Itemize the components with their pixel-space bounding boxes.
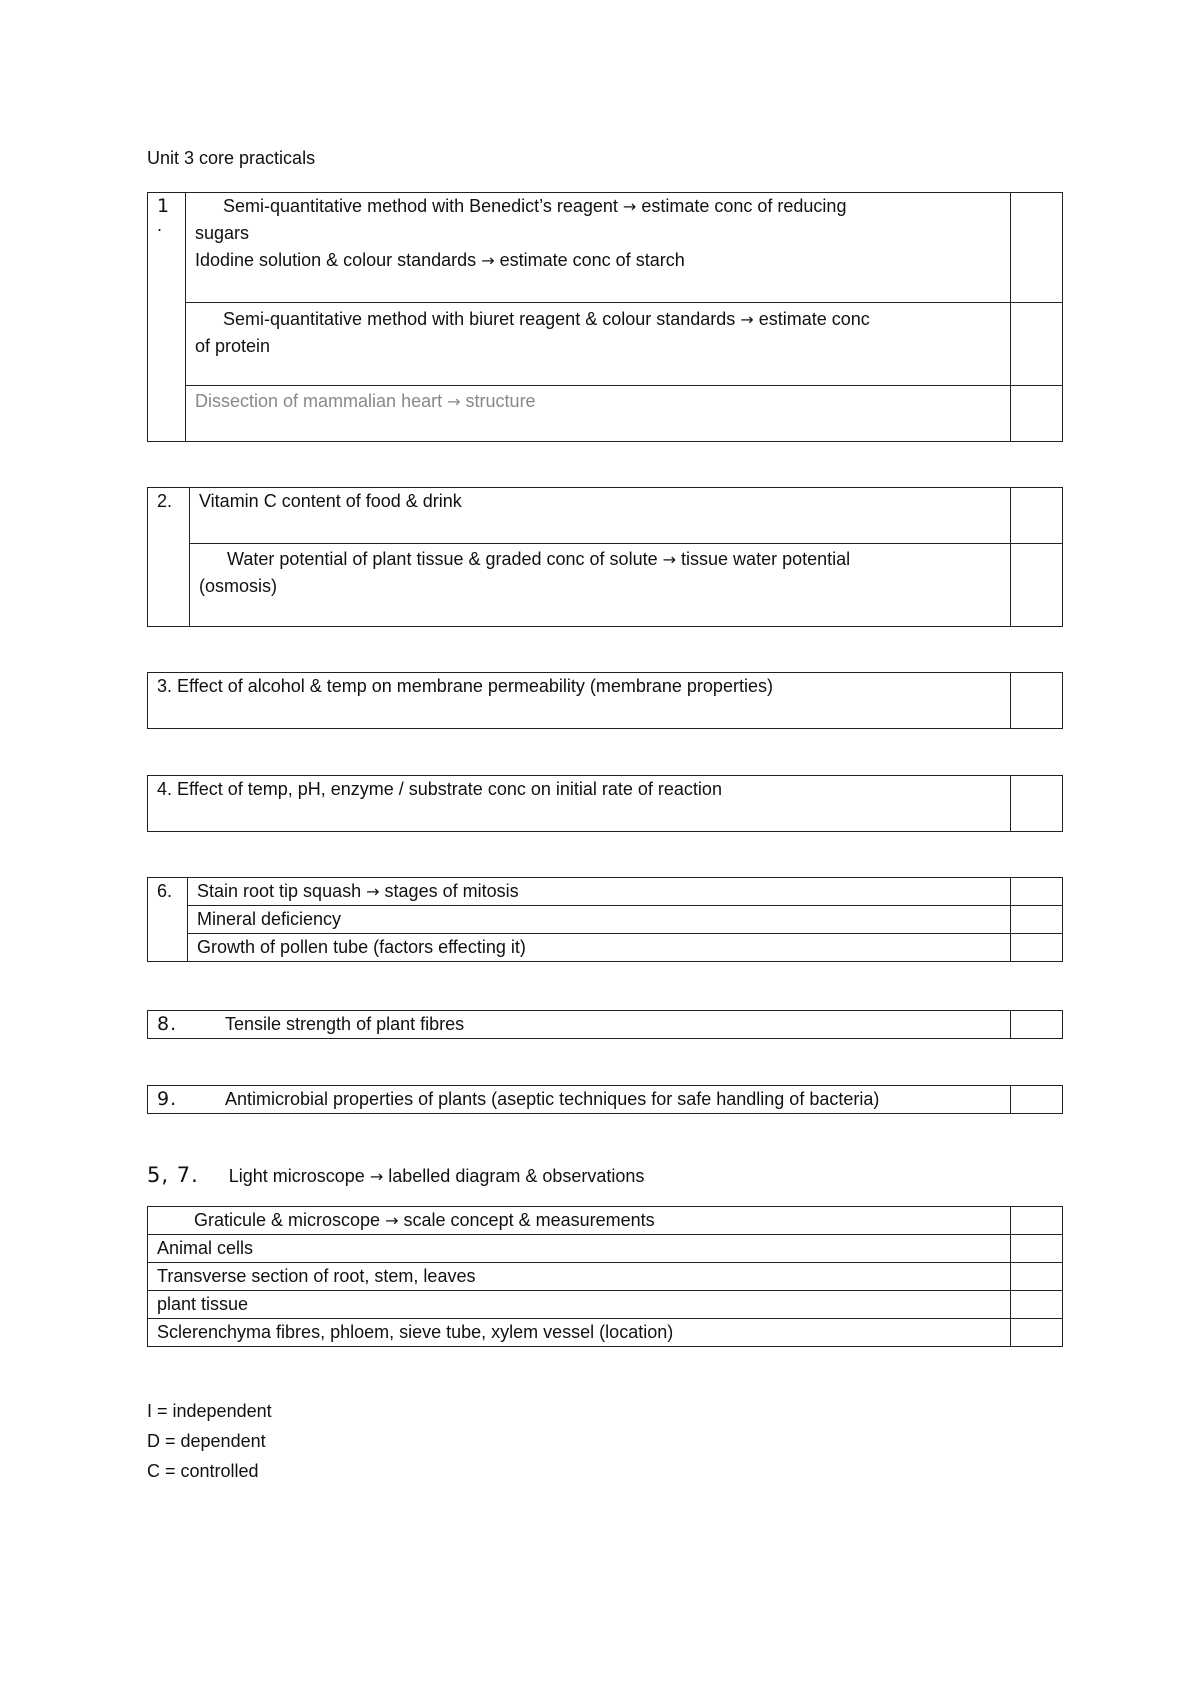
- checkbox-cell[interactable]: [1011, 303, 1063, 386]
- checkbox-cell[interactable]: [1011, 1011, 1063, 1039]
- checkbox-cell[interactable]: [1011, 1086, 1063, 1114]
- practical-item: plant tissue: [148, 1291, 1011, 1319]
- practical-group-57: [147, 1206, 1063, 1347]
- practical-group-1: [147, 192, 1063, 442]
- arrow-right-icon: →: [366, 882, 380, 901]
- checkbox-cell[interactable]: [1011, 776, 1063, 832]
- legend-controlled: C = controlled: [147, 1461, 259, 1481]
- group-number: 9.: [157, 1088, 178, 1110]
- checkbox-cell[interactable]: [1011, 544, 1063, 627]
- checkbox-cell[interactable]: [1011, 386, 1063, 442]
- legend-dependent: D = dependent: [147, 1431, 266, 1451]
- arrow-right-icon: →: [622, 197, 637, 216]
- group-number: 6.: [148, 878, 188, 962]
- practical-group-9: [147, 1085, 1063, 1114]
- arrow-right-icon: →: [369, 1167, 384, 1186]
- arrow-right-icon: →: [385, 1211, 399, 1230]
- arrow-right-icon: →: [740, 310, 754, 329]
- practical-item: Vitamin C content of food & drink: [190, 488, 1011, 544]
- checkbox-cell[interactable]: [1011, 934, 1063, 962]
- practical-group-4: [147, 775, 1063, 832]
- practical-item: 4. Effect of temp, pH, enzyme / substrate conc on initial rate of reaction: [148, 776, 1011, 832]
- practical-group-2: [147, 487, 1063, 627]
- practical-item: Dissection of mammalian heart → structure: [186, 386, 1011, 442]
- arrow-right-icon: →: [481, 251, 495, 270]
- checkbox-cell[interactable]: [1011, 1291, 1063, 1319]
- checkbox-cell[interactable]: [1011, 1263, 1063, 1291]
- checkbox-cell[interactable]: [1011, 878, 1063, 906]
- legend-independent: I = independent: [147, 1401, 272, 1421]
- practical-item: Animal cells: [148, 1235, 1011, 1263]
- group-number: 1 .: [148, 193, 186, 442]
- checkbox-cell[interactable]: [1011, 488, 1063, 544]
- practical-item: Semi-quantitative method with biuret reagent & colour standards → estimate conc of protein: [186, 303, 1011, 386]
- practical-item: Water potential of plant tissue & graded conc of solute → tissue water potential (osmosis): [190, 544, 1011, 627]
- checkbox-cell[interactable]: [1011, 193, 1063, 303]
- practical-item: Semi-quantitative method with Benedict’s reagent → estimate conc of reducing sugars Idodine solution & colour standards → estimate conc of starch: [186, 193, 1011, 303]
- page-title: Unit 3 core practicals: [147, 148, 316, 168]
- practical-item: 9. Antimicrobial properties of plants (aseptic techniques for safe handling of bacteria): [148, 1086, 1011, 1114]
- arrow-right-icon: →: [447, 392, 461, 411]
- practical-item: 3. Effect of alcohol & temp on membrane permeability (membrane properties): [148, 673, 1011, 729]
- checkbox-cell[interactable]: [1011, 1319, 1063, 1347]
- arrow-right-icon: →: [662, 550, 677, 569]
- group-number: 8.: [157, 1013, 178, 1035]
- practical-group-8: [147, 1010, 1063, 1039]
- practical-group-3: [147, 672, 1063, 729]
- practical-item: Sclerenchyma fibres, phloem, sieve tube, xylem vessel (location): [148, 1319, 1011, 1347]
- group-57-heading: 5, 7. Light microscope → labelled diagram & observations: [147, 1163, 645, 1187]
- practical-group-6: [147, 877, 1063, 962]
- checkbox-cell[interactable]: [1011, 1235, 1063, 1263]
- practical-item: Transverse section of root, stem, leaves: [148, 1263, 1011, 1291]
- checkbox-cell[interactable]: [1011, 906, 1063, 934]
- practical-item: Stain root tip squash → stages of mitosis: [188, 878, 1011, 906]
- variable-legend: [147, 1396, 272, 1486]
- group-number: 5, 7.: [147, 1163, 199, 1187]
- practical-item: Mineral deficiency: [188, 906, 1011, 934]
- practical-item: 8. Tensile strength of plant fibres: [148, 1011, 1011, 1039]
- practical-item: Growth of pollen tube (factors effecting it): [188, 934, 1011, 962]
- group-number: 2.: [148, 488, 190, 627]
- checkbox-cell[interactable]: [1011, 1207, 1063, 1235]
- checkbox-cell[interactable]: [1011, 673, 1063, 729]
- practical-item: Graticule & microscope → scale concept & measurements: [148, 1207, 1011, 1235]
